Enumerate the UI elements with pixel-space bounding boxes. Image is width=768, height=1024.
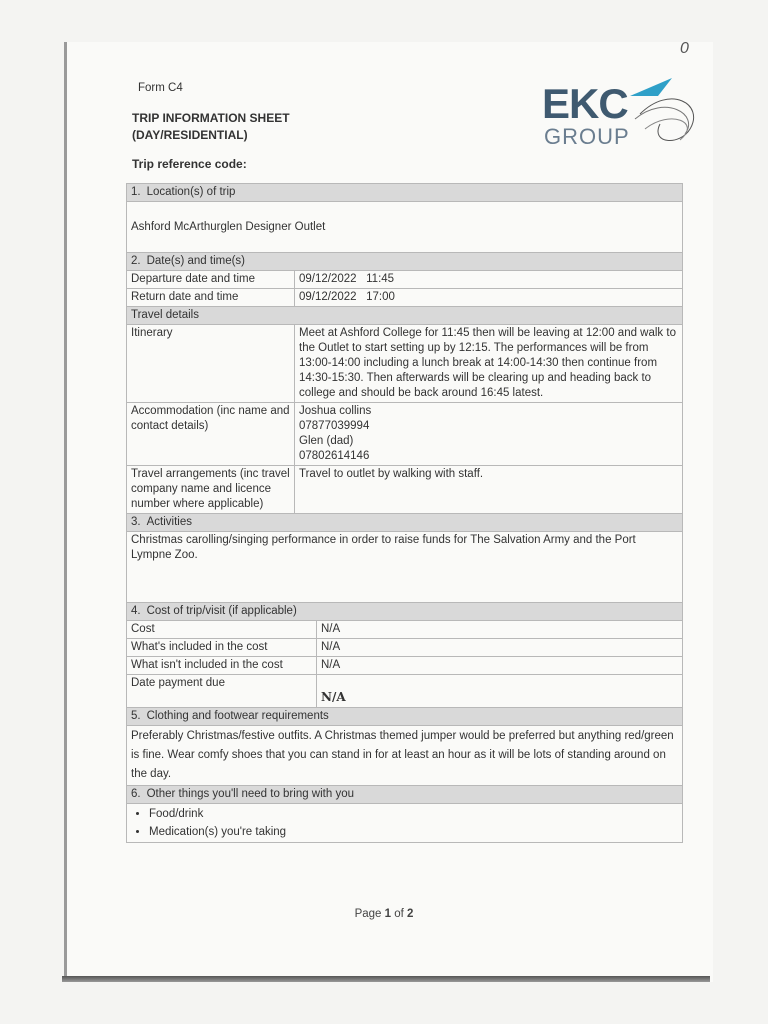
- total-pages: 2: [407, 908, 414, 920]
- cost-row: [127, 675, 683, 708]
- location-value: Ashford McArthurglen Designer Outlet: [131, 220, 326, 233]
- section-title: Date(s) and time(s): [146, 255, 246, 267]
- trip-reference-label: Trip reference code:: [132, 157, 247, 171]
- bring-row: [127, 804, 683, 843]
- contact-line: Glen (dad): [299, 435, 354, 447]
- section-title: Activities: [146, 516, 192, 528]
- list-item: • Medication(s) you're taking: [149, 823, 678, 841]
- section-header-cost: [127, 603, 683, 621]
- cost-value: N/A: [317, 639, 683, 657]
- list-item: • Food/drink: [149, 805, 678, 823]
- cost-row: [127, 621, 683, 639]
- section-header-location: [127, 184, 683, 202]
- section-header-activities: [127, 514, 683, 532]
- accommodation-label: Accommodation (inc name and contact details): [127, 403, 295, 466]
- accommodation-value: [295, 403, 683, 466]
- page-of-label: of: [391, 908, 408, 920]
- activities-value: Christmas carolling/singing performance in order to raise funds for The Salvation Army and the Port Lympne Zoo.: [127, 532, 683, 603]
- section-number: 4.: [131, 605, 141, 617]
- activities-row: [127, 532, 683, 603]
- cost-label: Cost: [127, 621, 317, 639]
- logo-swirl-icon: [610, 74, 710, 154]
- cost-value: N/A: [321, 690, 346, 704]
- return-row: [127, 289, 683, 307]
- departure-label: Departure date and time: [127, 271, 295, 289]
- itinerary-label: Itinerary: [127, 325, 295, 403]
- sheet-title: TRIP INFORMATION SHEET: [132, 111, 290, 125]
- section-title: Clothing and footwear requirements: [146, 710, 329, 722]
- section-header-clothing: [127, 708, 683, 726]
- page-number: [0, 908, 768, 920]
- section-number: 2.: [131, 255, 141, 267]
- page-edge-shadow: [62, 976, 710, 982]
- section-header-bring: [127, 786, 683, 804]
- itinerary-row: [127, 325, 683, 403]
- section-title: Location(s) of trip: [146, 186, 236, 198]
- ekc-group-logo: [540, 80, 710, 160]
- section-title: Other things you'll need to bring with you: [146, 788, 354, 800]
- return-value: 09/12/2022 17:00: [295, 289, 683, 307]
- form-code: Form C4: [138, 82, 183, 94]
- current-page: 1: [384, 908, 392, 920]
- section-title: Cost of trip/visit (if applicable): [146, 605, 297, 617]
- sheet-subtitle: (DAY/RESIDENTIAL): [132, 128, 248, 142]
- cost-row: [127, 639, 683, 657]
- section-number: 6.: [131, 788, 141, 800]
- contact-line: Joshua collins: [299, 405, 372, 417]
- contact-line: 07802614146: [299, 450, 370, 462]
- arrangements-row: [127, 466, 683, 514]
- departure-value: 09/12/2022 11:45: [295, 271, 683, 289]
- departure-row: [127, 271, 683, 289]
- cost-label: What isn't included in the cost: [127, 657, 317, 675]
- arrangements-label: Travel arrangements (inc travel company name and licence number where applicable): [127, 466, 295, 514]
- location-row: [127, 202, 683, 253]
- section-number: 1.: [131, 186, 141, 198]
- cost-value: N/A: [317, 657, 683, 675]
- trip-info-table: [126, 183, 683, 843]
- arrangements-value: Travel to outlet by walking with staff.: [295, 466, 683, 514]
- bring-list: [131, 805, 678, 841]
- section-header-travel: [127, 307, 683, 325]
- itinerary-value: Meet at Ashford College for 11:45 then will be leaving at 12:00 and walk to the Outlet to start setting up by 12:15. The performances will be from 13:00-14:00 including a lunch break at 14:00-14:30 then continue from 14:30-15:30. Then afterwards will be clearing up and heading back to college and should be back around 16:45 latest.: [295, 325, 683, 403]
- contact-line: 07877039994: [299, 420, 370, 432]
- accommodation-row: [127, 403, 683, 466]
- clothing-row: [127, 726, 683, 786]
- cost-label: Date payment due: [127, 675, 317, 708]
- page-label: Page: [354, 908, 385, 920]
- return-label: Return date and time: [127, 289, 295, 307]
- cost-value: N/A: [317, 621, 683, 639]
- corner-mark: 0: [680, 40, 689, 57]
- clothing-value: Preferably Christmas/festive outfits. A Christmas themed jumper would be preferred but anything red/green is fine. Wear comfy shoes that you can stand in for at least an hour as it will be lots of standing around on the day.: [127, 726, 683, 786]
- logo-ekc-text: EKC: [542, 80, 628, 127]
- section-number: 3.: [131, 516, 141, 528]
- section-header-dates: [127, 253, 683, 271]
- section-title: Travel details: [127, 307, 683, 325]
- logo-group-text: GROUP: [544, 124, 630, 149]
- section-number: 5.: [131, 710, 141, 722]
- cost-row: [127, 657, 683, 675]
- cost-label: What's included in the cost: [127, 639, 317, 657]
